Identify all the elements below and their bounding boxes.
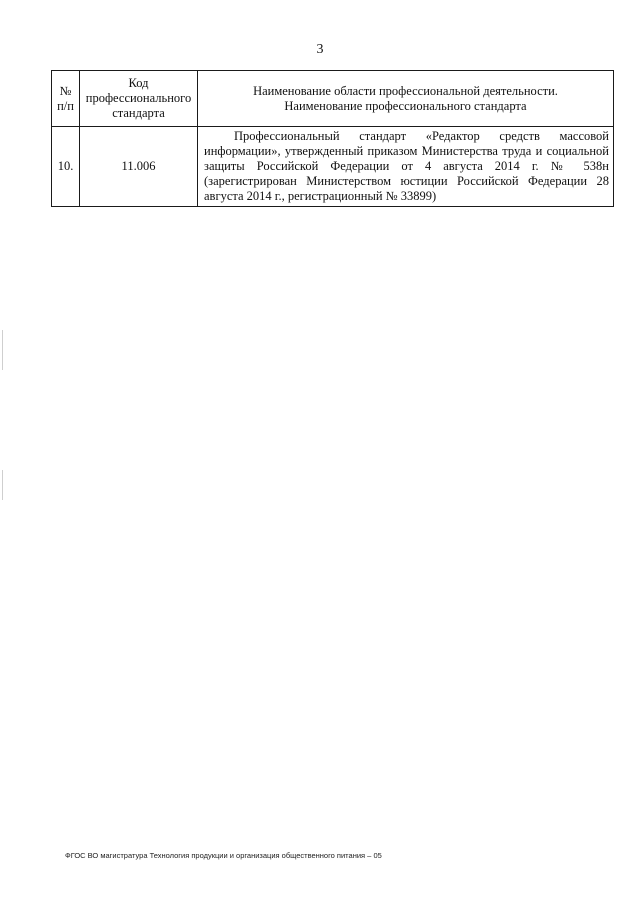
row-code-cell: 11.006 [80,127,198,207]
header-name-line-2: Наименование профессионального стандарта [284,98,527,113]
header-code-line-1: Код [128,76,149,90]
header-code-line-2: профессионального [85,91,192,105]
header-number-line-1: № [59,83,72,98]
row-standard-name-cell: Профессиональный стандарт «Редактор средств массовой информации», утвержденный приказом Министерства труда и социальной защиты Российской Федерации от 4 августа 2014 г. № 538н (зарегистрирован Министерством юстиции Российской Федерации 28 августа 2014 г., регистрационный № 33899) [198,127,614,207]
page-number: 3 [316,42,324,57]
scan-edge-mark [2,470,3,500]
table-header-row [52,71,614,127]
header-cell-code [80,71,198,127]
header-number-line-2: п/п [57,98,74,113]
standards-table [51,70,614,207]
header-code-line-3: стандарта [112,106,165,120]
header-name-line-1: Наименование области профессиональной деятельности. [253,83,558,98]
document-footer: ФГОС ВО магистратура Технология продукции и организация общественного питания – 05 [65,851,382,860]
table-row [52,127,614,207]
header-cell-name [198,71,614,127]
header-cell-number [52,71,80,127]
scan-edge-mark [2,330,3,370]
row-number-cell: 10. [52,127,80,207]
